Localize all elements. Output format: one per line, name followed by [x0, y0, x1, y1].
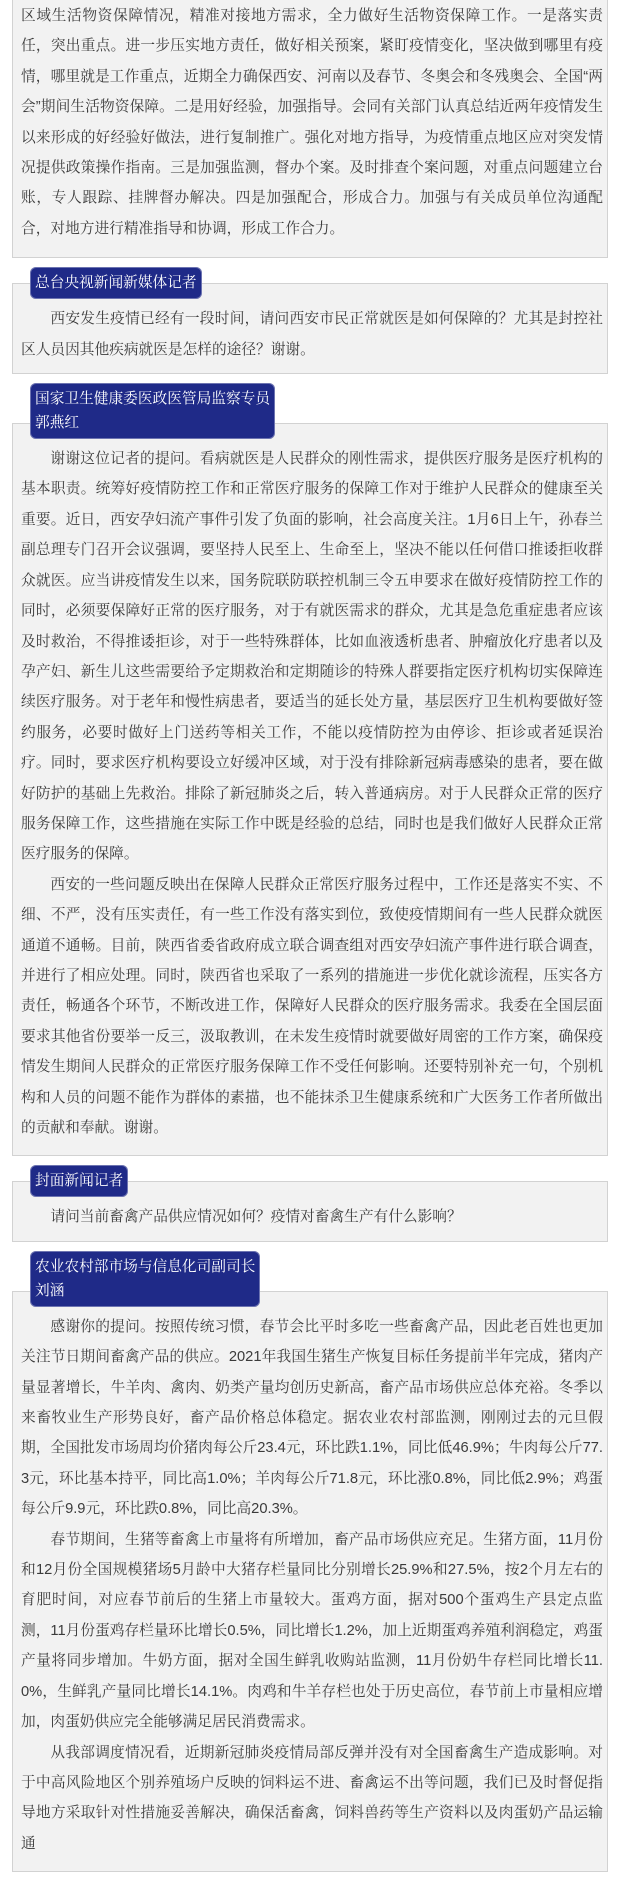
- answer-paragraph: 谢谢这位记者的提问。看病就医是人民群众的刚性需求，提供医疗服务是医疗机构的基本职责。统筹好疫情防控工作和正常医疗服务的保障工作对于维护人民群众的健康至关重要。近日，西安孕妇流产事件引发了负面的影响，社会高度关注。1月6日上午，孙春兰副总理专门召开会议强调，要坚持人民至上、生命至上，坚决不能以任何借口推诿拒收群众就医。应当讲疫情发生以来，国务院联防联控机制三令五申要求在做好疫情防控工作的同时，必须要保障好正常的医疗服务，对于有就医需求的群众，尤其是急危重症患者应该及时救治，不得推诿拒诊，对于一些特殊群体，比如血液透析患者、肿瘤放化疗患者以及孕产妇、新生儿这些需要给予定期救治和定期随诊的特殊人群要指定医疗机构切实保障连续医疗服务。对于老年和慢性病患者，要适当的延长处方量，基层医疗卫生机构要做好签约服务，必要时做好上门送药等相关工作，不能以疫情防控为由停诊、拒诊或者延误治疗。同时，要求医疗机构要设立好缓冲区域，对于没有排除新冠病毒感染的患者，要在做好防护的基础上先救治。排除了新冠肺炎之后，转入普通病房。对于人民群众正常的医疗服务保障工作，这些措施在实际工作中既是经验的总结，同时也是我们做好人民群众正常医疗服务的保障。: [21, 451, 603, 863]
- answer-paragraph: 春节期间，生猪等畜禽上市量将有所增加，畜产品市场供应充足。生猪方面，11月份和12月份全国规模猪场5月龄中大猪存栏量同比分别增长25.9%和27.5%，按2个月左右的育肥时间，对应春节前后的生猪上市量较大。蛋鸡方面，据对500个蛋鸡生产县定点监测，11月份蛋鸡存栏量环比增长0.5%，同比增长1.2%，加上近期蛋鸡养殖利润稳定，鸡蛋产量将同步增加。牛奶方面，据对全国生鲜乳收购站监测，11月份奶牛存栏同比增长11.0%，生鲜乳产量同比增长14.1%。肉鸡和牛羊存栏也处于历史高位，春节前上市量相应增加，肉蛋奶供应完全能够满足居民消费需求。: [21, 1531, 603, 1731]
- answer-section: [0, 383, 620, 1156]
- answer-paragraph: 从我部调度情况看，近期新冠肺炎疫情局部反弹并没有对全国畜禽生产造成影响。对于中高风险地区个别养殖场户反映的饲料运不进、畜禽运不出等问题，我们已及时督促指导地方采取针对性措施妥善解决，确保活畜禽，饲料兽药等生产资料以及肉蛋奶产品运输通: [21, 1744, 603, 1852]
- answer-paragraph: 西安的一些问题反映出在保障人民群众正常医疗服务过程中，工作还是落实不实、不细、不严，没有压实责任，有一些工作没有落实到位，致使疫情期间有一些人民群众就医通道不通畅。目前，陕西省委省政府成立联合调查组对西安孕妇流产事件进行联合调查，并进行了相应处理。同时，陕西省也采取了一系列的措施进一步优化就诊流程，压实各方责任，畅通各个环节，不断改进工作，保障好人民群众的医疗服务需求。我委在全国层面要求其他省份要举一反三，汲取教训，在未发生疫情时就要做好周密的工作方案，确保疫情发生期间人民群众的正常医疗服务保障工作不受任何影响。还要特别补充一句，个别机构和人员的问题不能作为群体的素描，也不能抹杀卫生健康系统和广大医务工作者所做出的贡献和奉献。谢谢。: [21, 876, 603, 1136]
- question-section: [0, 267, 620, 374]
- answer-paragraph: 感谢你的提问。按照传统习惯，春节会比平时多吃一些畜禽产品，因此老百姓也更加关注节日期间畜禽产品的供应。2021年我国生猪生产恢复目标任务提前半年完成，猪肉产量显著增长，牛羊肉、禽肉、奶类产量均创历史新高，畜产品市场供应总体充裕。冬季以来畜牧业生产形势良好，畜产品价格总体稳定。据农业农村部监测，刚刚过去的元旦假期，全国批发市场周均价猪肉每公斤23.4元，环比跌1.1%，同比低46.9%；牛肉每公斤77.3元，环比基本持平，同比高1.0%；羊肉每公斤71.8元，环比涨0.8%，同比低2.9%；鸡蛋每公斤9.9元，环比跌0.8%，同比高20.3%。: [21, 1318, 603, 1518]
- official-title: 农业农村部市场与信息化司副司长: [35, 1258, 256, 1275]
- official-label: [30, 1251, 260, 1307]
- official-title: 国家卫生健康委医政医管局监察专员: [35, 391, 271, 408]
- answer-box: [12, 1291, 608, 1872]
- official-name: 刘涵: [35, 1282, 65, 1299]
- official-name: 郭燕红: [35, 415, 80, 432]
- answer-paragraph: 区域生活物资保障情况，精准对接地方需求，全力做好生活物资保障工作。一是落实责任，突出重点。进一步压实地方责任，做好相关预案，紧盯疫情变化，坚决做到哪里有疫情，哪里就是工作重点，近期全力确保西安、河南以及春节、冬奥会和冬残奥会、全国“两会”期间生活物资保障。二是用好经验，加强指导。会同有关部门认真总结近两年疫情发生以来形成的好经验好做法，进行复制推广。强化对地方指导，为疫情重点地区应对突发情况提供政策操作指南。三是加强监测，督办个案。及时排查个案问题，对重点问题建立台账，专人跟踪、挂牌督办解决。四是加强配合，形成合力。加强与有关成员单位沟通配合，对地方进行精准指导和协调，形成工作合力。: [21, 8, 603, 237]
- continued-answer-box: [12, 0, 608, 258]
- reporter-label: [30, 1165, 128, 1197]
- official-label: [30, 383, 275, 439]
- question-section: [0, 1165, 620, 1241]
- reporter-label: [30, 267, 202, 299]
- answer-box: [12, 423, 608, 1156]
- question-text: 西安发生疫情已经有一段时间，请问西安市民正常就医是如何保障的？尤其是封控社区人员因其他疾病就医是怎样的途径？谢谢。: [21, 311, 603, 358]
- answer-section: [0, 1251, 620, 1872]
- question-text: 请问当前畜禽产品供应情况如何？疫情对畜禽生产有什么影响？: [50, 1209, 462, 1226]
- reporter-outlet: 封面新闻记者: [35, 1173, 124, 1190]
- reporter-outlet: 总台央视新闻新媒体记者: [35, 275, 197, 292]
